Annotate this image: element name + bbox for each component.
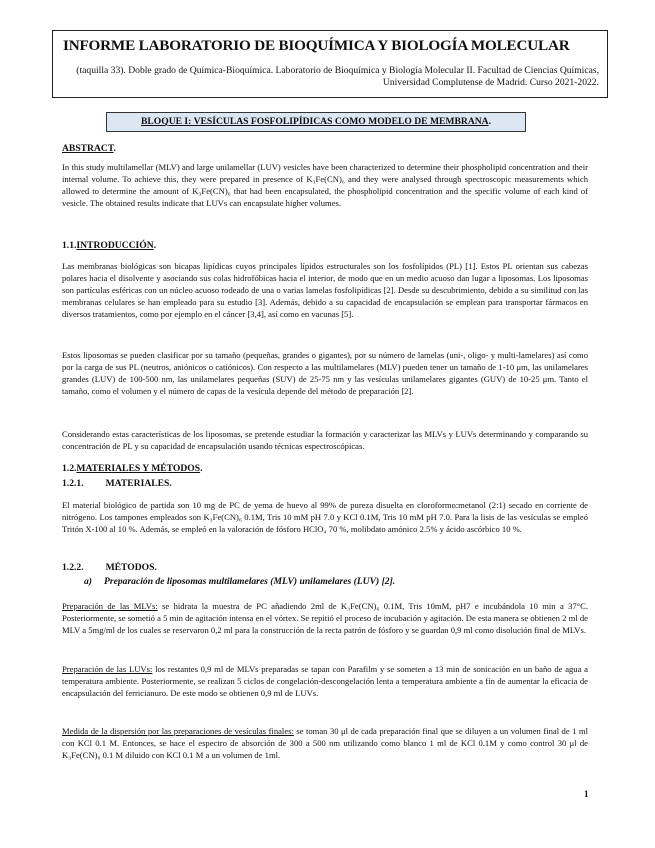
- intro-paragraph-1: Las membranas biológicas son bicapas lipídicas cuyos principales lípidos estructurales son los fosfolípidos (PL) [1]. Estos PL orientan sus cabezas polares hacia el disolvente y asociando sus colas hidrofóbicas hacia el interior, de modo que en un medio acuoso dan lugar a liposomas. Los liposomas son partículas esféricas con un núcleo acuoso rodeado de una o varias lamelas fosfolipídicas [2]. Desde su descubrimiento, debido a su similitud con las membranas celulares se han empleado para su estudio [3]. Además, debido a su capacidad de encapsulación se emplean para transportar fármacos en diversos tratamientos, como por ejemplo en el cáncer [3,4], así como en vacunas [5].: [62, 261, 588, 320]
- abstract-text: In this study multilamellar (MLV) and large unilamellar (LUV) vesicles have been characterized to determine their phospholipid concentration and their internal volume. To achieve this, they were prepared in presence of K₃Fe(CN)₆ and they were analysed through spectroscopic measurements which allowed to determine the amount of K₃Fe(CN)₆ that had been encapsulated, the phospholipid concentration and the specific volume of each kind of vesicle. The obtained results indicate that LUVs can encapsulate higher volumes.: [62, 162, 588, 209]
- abstract-heading: ABSTRACT.: [62, 143, 116, 154]
- mlv-paragraph: Preparación de las MLVs: se hidrata la muestra de PC añadiendo 2ml de K₃Fe(CN)₆ 0.1M, Tris 10mM, pH7 e incubándola 10 min a 37°C. Posteriormente, se sometió a 5 min de agitación intensa en el vórtex. Se repitió el proceso de incubación y agitación. De esta manera se obtienen 2 ml de MLV a 5mg/ml de los cuales se reservaron 0,2 ml para la construcción de la recta patrón de fósforo y se guardan 0,9 ml como disolución final de MLVs.: [62, 601, 588, 636]
- materials-heading: 1.2.1. MATERIALES.: [62, 478, 172, 489]
- intro-paragraph-3: Considerando estas características de los liposomas, se pretende estudiar la formación y caracterizar las MLVs y LUVs determinando y comparando su concentración de PL y su capacidad de encapsulación usando técnicas espectroscópicas.: [62, 429, 588, 452]
- report-title: INFORME LABORATORIO DE BIOQUÍMICA Y BIOLOGÍA MOLECULAR: [63, 37, 570, 54]
- report-subtitle: (taquilla 33). Doble grado de Química-Bioquímica. Laboratorio de Bioquímica y Biología Molecular II. Facultad de Ciencias Químicas, Universidad Complutense de Madrid. Curso 2021-2022.: [76, 65, 599, 88]
- report-header: [52, 30, 608, 98]
- block-title: [106, 112, 526, 132]
- block-title-end: .: [488, 116, 492, 127]
- block-title-text: BLOQUE I: VESÍCULAS FOSFOLIPÍDICAS COMO MODELO DE MEMBRANA: [140, 116, 489, 127]
- methods-subheading: 1.2.2. MÉTODOS.: [62, 562, 157, 573]
- intro-paragraph-2: Estos liposomas se pueden clasificar por su tamaño (pequeñas, grandes o gigantes), por su número de lamelas (uni-, oligo- y multi-lamelares) así como por la carga de sus PL (neutros, aniónicos o catiónicos). Con respecto a las multilamelares (MLV) pueden tener un tamaño de 1-10 μm, las unilamelares grandes (LUV) de 100-500 nm, las unilamelares pequeñas (SUV) de 25-75 nm y las vesículas unilamelares gigantes (GUV) de 10-25 μm. Tanto el tamaño, como el volumen y el número de capas de la vesícula depende del método de preparación [2].: [62, 350, 588, 397]
- page-number: 1: [584, 789, 589, 799]
- methods-heading: 1.2.MATERIALES Y MÉTODOS.: [62, 463, 203, 474]
- materials-text: El material biológico de partida son 10 mg de PC de yema de huevo al 99% de pureza disuelta en cloroformo:metanol (2:1) secado en corriente de nitrógeno. Los tampones empleados son K₃Fe(CN)₆ 0.1M, Tris 10 mM pH 7.0 y KCl 0.1M, Tris 10 mM pH 7.0. Para la lisis de las vesículas se empleó Tritón X-100 al 10 %. Además, se empleó en la valoración de fósforo HClO₄ 70 %, molibdato amónico 2.5% y ácido ascórbico 10 %.: [62, 500, 588, 535]
- method-a-heading: a) Preparación de liposomas multilamelares (MLV) unilamelares (LUV) [2].: [84, 576, 396, 587]
- dispersion-paragraph: Medida de la dispersión por las preparaciones de vesículas finales: se toman 30 μl de cada preparación final que se diluyen a un volumen final de 1 ml con KCl 0.1 M. Entonces, se hace el espectro de absorción de 300 a 500 nm utilizando como blanco 1 ml de KCl 0.1M y como control 30 μl de K₃Fe(CN)₆ 0.1 M diluido con KCl 0.1 M a un volumen de 1ml.: [62, 726, 589, 761]
- intro-heading: 1.1.INTRODUCCIÓN.: [62, 240, 157, 251]
- luv-paragraph: Preparación de las LUVs: los restantes 0,9 ml de MLVs preparadas se tapan con Parafilm y se someten a 13 min de sonicación en un baño de agua a temperatura ambiente. Posteriormente, se realizan 5 ciclos de congelación-descongelación lenta a temperatura ambiente a fin de aumentar la eficacia de encapsulación del ferricianuro. De este modo se obtienen 0,9 ml de LUVs.: [62, 664, 588, 699]
